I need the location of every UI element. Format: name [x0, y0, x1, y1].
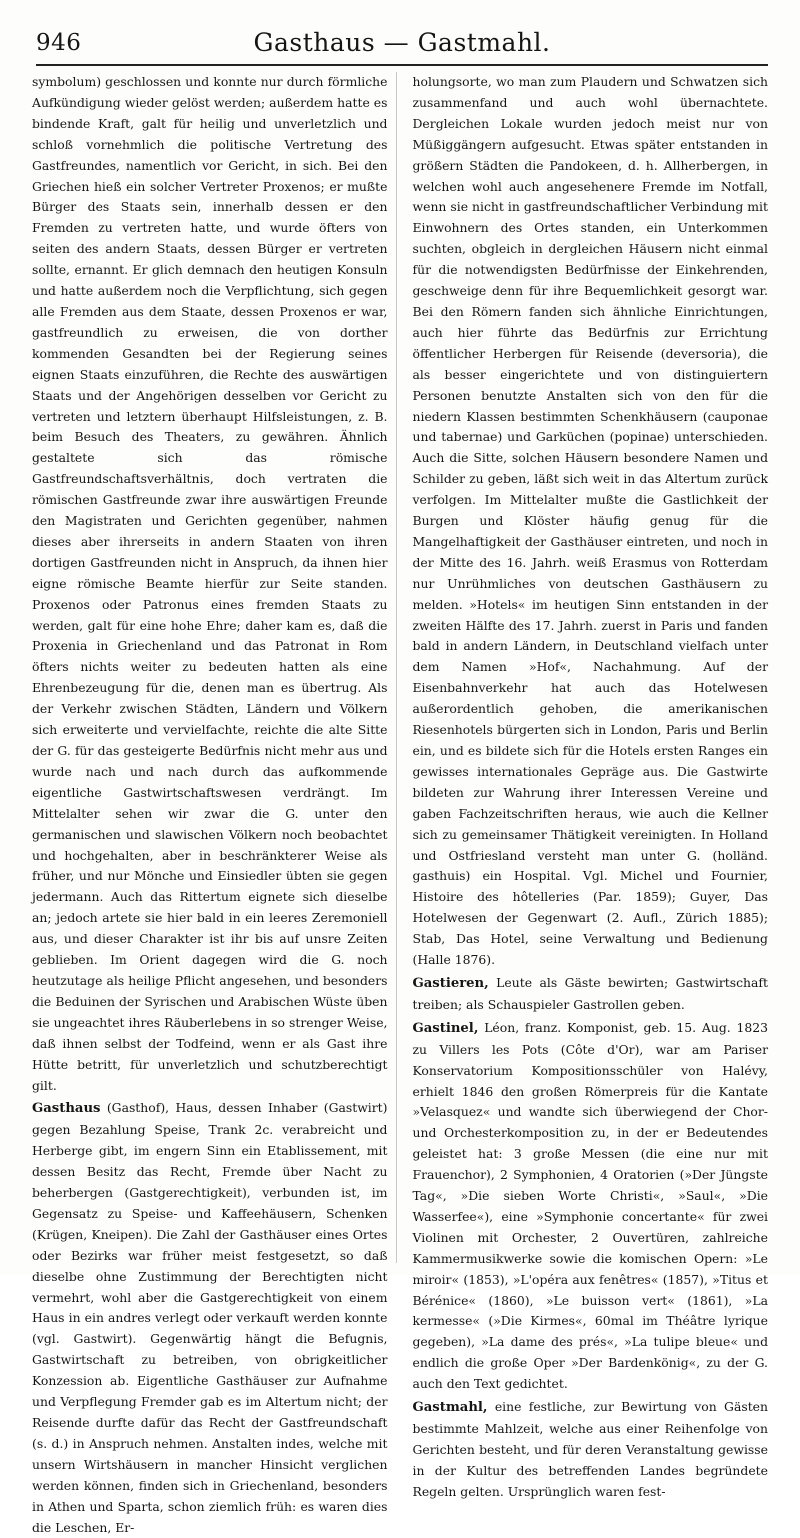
entry-gasthaus — [32, 1098, 388, 1538]
left-column — [32, 72, 397, 1535]
headword-gastieren: Gastieren, — [412, 975, 489, 991]
headword-gastmahl: Gastmahl, — [412, 1400, 488, 1416]
entry-gastmahl — [413, 1397, 769, 1503]
entry-gastmahl-text: eine festliche, zur Bewirtung von Gästen bestimmte Mahlzeit, welche aus einer Reihenfolge von Gerichten besteht, und für deren Veranstaltung gewisse in der Kultur des betreffenden Landes begründete Regeln gelten. Ursprünglich waren fest- — [412, 1399, 768, 1499]
headword-gasthaus: Gasthaus — [32, 1101, 101, 1117]
right-column — [412, 72, 769, 1499]
entry-gasthaus-text: (Gasthof), Haus, dessen Inhaber (Gastwirt) gegen Bezahlung Speise, Trank 2c. verabreicht und Herberge gibt, im engern Sinn ein Etablissement, mit dessen Besitz das Recht, Fremde über Nacht zu beherbergen (Gastgerechtigkeit), verbunden ist, im Gegensatz zu Speise- und Kaffeehäusern, Schenken (Krügen, Kneipen). Die Zahl der Gasthäuser eines Ortes oder Bezirks war früher meist festgesetzt, so daß dieselbe ohne Zustimmung der Berechtigten nicht vermehrt, wohl aber die Gastgerechtigkeit von einem Haus in ein andres verlegt oder verkauft werden konnte (vgl. Gastwirt). Gegenwärtig hängt die Befugnis, Gastwirtschaft zu betreiben, von obrigkeitlicher Konzession ab. Eigentliche Gasthäuser zur Aufnahme und Verpflegung Fremder gab es im Altertum nicht; der Reisende durfte dafür das Recht der Gastfreundschaft (s. d.) in Anspruch nehmen. Anstalten indes, welche mit unsern Wirtshäusern in mancher Hinsicht verglichen werden können, finden sich in Griechenland, besonders in Athen und Sparta, schon ziemlich früh: es waren dies die Leschen, Er- — [32, 1100, 388, 1535]
entry-gastieren — [413, 973, 769, 1016]
entry-gastfreundschaft-continued: symbolum) geschlossen und konnte nur durch förmliche Aufkündigung wieder gelöst werden; außerdem hatte es bindende Kraft, galt für heilig und unverletzlich und schloß vornehmlich die politische Vertretung des Gastfreundes, namentlich vor Gericht, in sich. Bei den Griechen hieß ein solcher Vertreter Proxenos; er mußte Bürger des Staats sein, innerhalb dessen er den Fremden zu vertreten hatte, und wurde öfters von seiten des andern Staats, dessen Bürger er vertreten sollte, ernannt. Er glich demnach den heutigen Konsuln und hatte außerdem noch die Verpflichtung, sich gegen alle Fremden aus dem Staate, dessen Proxenos er war, gastfreundlich zu erweisen, die von dorther kommenden Gesandten bei der Regierung seines eignen Staats einzuführen, die Rechte des auswärtigen Staats und der Angehörigen desselben vor Gericht zu vertreten und letztern überhaupt Hilfsleistungen, z. B. beim Besuch des Theaters, zu gewähren. Ähnlich gestaltete sich das römische Gastfreundschaftsverhältnis, doch vertraten die römischen Gastfreunde zwar ihre auswärtigen Freunde den Magistraten und Gerichten gegenüber, nahmen dieses aber ihrerseits in andern Staaten von ihren dortigen Gastfreunden nicht in Anspruch, da ihnen hier eigne römische Beamte hierfür zur Seite standen. Proxenos oder Patronus eines fremden Staats zu werden, galt für eine hohe Ehre; daher kam es, daß die Proxenia in Griechenland und das Patronat in Rom öfters nichts weiter zu bedeuten hatten als eine Ehrenbezeugung für die, denen man es übertrug. Als der Verkehr zwischen Städten, Ländern und Völkern sich erweiterte und vervielfachte, reichte die alte Sitte der G. für das gesteigerte Bedürfnis nicht mehr aus und wurde nach und nach durch das aufkommende eigentliche Gastwirtschaftswesen verdrängt. Im Mittelalter sehen wir zwar die G. unter den germanischen und slawischen Völkern noch beobachtet und hochgehalten, aber in beschränkterer Weise als früher, und nur Mönche und Einsiedler übten sie gegen jedermann. Auch das Rittertum eignete sich dieselbe an; jedoch artete sie hier bald in ein leeres Zeremoniell aus, und dieser Charakter ist ihr bis auf unsre Zeiten geblieben. Im Orient dagegen wird die G. noch heutzutage als heilige Pflicht angesehen, und besonders die Beduinen der Syrischen und Arabischen Wüste üben sie ungeachtet ihres Räuberlebens in so strenger Weise, daß ihnen selbst der Todfeind, wenn er als Gast ihre Hütte betritt, für unverletzlich und schutzberechtigt gilt. — [32, 74, 388, 1093]
running-title: Gasthaus — Gastmahl. — [253, 28, 551, 57]
entry-gastinel — [413, 1018, 769, 1395]
entry-gastinel-text: Léon, franz. Komponist, geb. 15. Aug. 1823 zu Villers les Pots (Côte d'Or), war am Pariser Konservatorium Kompositionsschüler von Halévy, erhielt 1846 den großen Römerpreis für die Kantate »Velasquez« und wandte sich überwiegend der Chor- und Orchesterkomposition zu, in der er Bedeutendes geleistet hat: 3 große Messen (die eine nur mit Frauenchor), 2 Symphonien, 4 Oratorien (»Der Jüngste Tag«, »Die sieben Worte Christi«, »Saul«, »Die Wasserfee«), eine »Symphonie concertante« für zwei Violinen mit Orchester, 2 Ouvertüren, zahlreiche Kammermusikwerke sowie die komischen Opern: »Le miroir« (1853), »L'opéra aux fenêtres« (1857), »Titus et Bérénice« (1860), »Le buisson vert« (1861), »La kermesse« (»Die Kirmes«, 60mal im Théâtre lyrique gegeben), »La dame des prés«, »La tulipe bleue« und endlich die große Oper »Der Bardenkönig«, zu der G. auch den Text gedichtet. — [412, 1019, 768, 1392]
entry-gastieren-text: Leute als Gäste bewirten; Gastwirtschaft treiben; als Schauspieler Gastrollen geben. — [412, 974, 768, 1012]
headword-gastinel: Gastinel, — [412, 1020, 479, 1036]
text-columns — [32, 72, 768, 1535]
entry-gasthaus-continued: holungsorte, wo man zum Plaudern und Schwatzen sich zusammenfand und auch wohl übernachtete. Dergleichen Lokale wurden jedoch meist nur von Müßiggängern aufgesucht. Etwas später entstanden in größern Städten die Pandokeen, d. h. Allherbergen, in welchen wohl auch angesehenere Fremde im Notfall, wenn sie nicht in gastfreundschaftlicher Verbindung mit Einwohnern des Ortes standen, ein Unterkommen suchten, obgleich in dergleichen Häusern nicht einmal für die notwendigsten Bedürfnisse der Einkehrenden, geschweige denn für ihre Bequemlichkeit gesorgt war. Bei den Römern fanden sich ähnliche Einrichtungen, auch hier führte das Bedürfnis zur Errichtung öffentlicher Herbergen für Reisende (deversoria), die als besser eingerichtete und von distinguiertern Personen benutzte Anstalten sich von den für die niedern Klassen bestimmten Schenkhäusern (cauponae und tabernae) und Garküchen (popinae) unterschieden. Auch die Sitte, solchen Häusern besondere Namen und Schilder zu geben, läßt sich weit in das Altertum zurück verfolgen. Im Mittelalter mußte die Gastlichkeit der Burgen und Klöster häufig genug für die Mangelhaftigkeit der Gasthäuser eintreten, und noch in der Mitte des 16. Jahrh. weiß Erasmus von Rotterdam nur Unrühmliches von deutschen Gasthäusern zu melden. »Hotels« im heutigen Sinn entstanden in der zweiten Hälfte des 17. Jahrh. zuerst in Paris und fanden bald in andern Ländern, in Deutschland vielfach unter dem Namen »Hof«, Nachahmung. Auf der Eisenbahnverkehr hat auch das Hotelwesen außerordentlich gehoben, die amerikanischen Riesenhotels bürgerten sich in London, Paris und Berlin ein, und es bildete sich für die Hotels ersten Ranges ein gewisses internationales Gepräge aus. Die Gastwirte bildeten zur Wahrung ihrer Interessen Vereine und gaben Fachzeitschriften heraus, wie auch die Kellner sich zu gemeinsamer Thätigkeit vereinigten. In Holland und Ostfriesland versteht man unter G. (holländ. gasthuis) ein Hospital. Vgl. Michel und Fournier, Histoire des hôtelleries (Par. 1859); Guyer, Das Hotelwesen der Gegenwart (2. Aufl., Zürich 1885); Stab, Das Hotel, seine Verwaltung und Bedienung (Halle 1876). — [412, 74, 768, 968]
page-number: 946 — [36, 30, 82, 56]
page-header — [36, 20, 768, 66]
